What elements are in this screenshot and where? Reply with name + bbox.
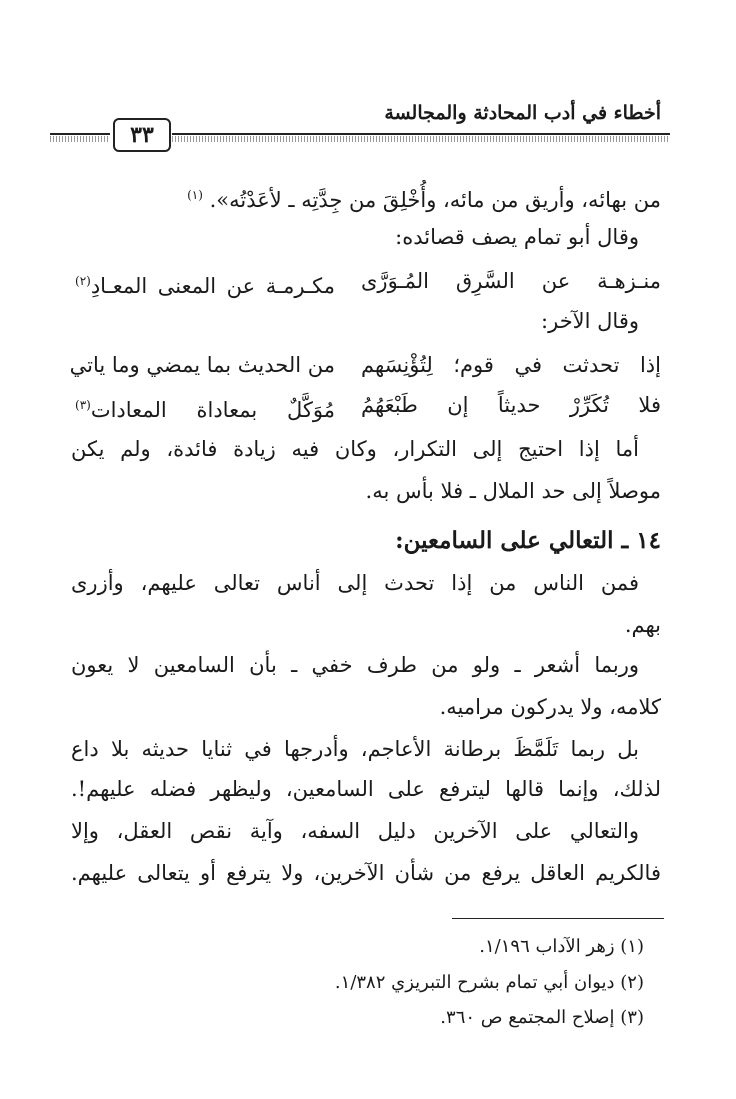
paragraph-line: أما إذا احتيج إلى التكرار، وكان فيه زيادة فائدة، ولم يكن: [71, 437, 639, 461]
verse-hemistich-right: إذا تحدثت في قوم؛ لِتُؤْنِسَهم: [361, 353, 661, 377]
paragraph-line: لذلك، وإنما قالها ليترفع على السامعين، وليظهر فضله عليهم!.: [71, 777, 661, 801]
page-number: ٣٣: [113, 118, 171, 152]
footnote-ref: (٢): [75, 274, 91, 288]
verse-hemistich-left: [75, 390, 335, 425]
verse-hemistich-right: فلا تُكَرِّرْ حديثاً إن طَبْعَهُمُ: [361, 393, 661, 417]
footnote-2: (٢) ديوان أبي تمام بشرح التبريزي ١/٣٨٢.: [334, 972, 644, 993]
header-hatch-right: [172, 136, 670, 142]
footnote-ref: (١): [187, 188, 203, 202]
paragraph-line: والتعالي على الآخرين دليل السفه، وآية نقص العقل، وإلا: [71, 819, 639, 843]
header-hatch-left: [50, 136, 110, 142]
paragraph-line: كلامه، ولا يدركون مراميه.: [439, 695, 661, 719]
verse-hemistich-left: [75, 266, 335, 301]
header-rule-right: [172, 133, 670, 135]
footnote-3: (٣) إصلاح المجتمع ص ٣٦٠.: [440, 1007, 644, 1028]
text-span: من بهائه، وأريق من مائه، وأُخْلِقَ من جِدَّتِه ـ لأعَدْتُه».: [202, 188, 661, 212]
footnote-1: (١) زهر الآداب ١/١٩٦.: [479, 936, 644, 957]
footnote-rule: [452, 918, 664, 919]
verse-hemistich-right: منـزهـة عن السَّرِق المُـوَرَّى: [361, 269, 661, 293]
running-header-title: أخطاء في أدب المحادثة والمجالسة: [384, 102, 661, 124]
text-span: مكـرمـة عن المعنى المعـادِ: [90, 274, 335, 298]
paragraph-line: بل ربما تَلَمَّظَ برطانة الأعاجم، وأدرجها في ثنايا حديثه بلا داع: [71, 737, 639, 761]
text-span: مُوَكَّلٌ بمعاداة المعادات: [90, 398, 335, 422]
verse-hemistich-left: من الحديث بما يمضي وما ياتي: [69, 353, 335, 377]
paragraph-line: بهم.: [624, 613, 661, 637]
paragraph-line: فمن الناس من إذا تحدث إلى أناس تعالى عليهم، وأزرى: [71, 571, 639, 595]
text-line: وقال الآخر:: [541, 309, 639, 333]
text-line: [71, 180, 661, 215]
section-heading: ١٤ ـ التعالي على السامعين:: [395, 527, 661, 554]
paragraph-line: فالكريم العاقل يرفع من شأن الآخرين، ولا يترفع أو يتعالى عليهم.: [71, 861, 661, 885]
paragraph-line: وربما أشعر ـ ولو من طرف خفي ـ بأن السامعين لا يعون: [71, 653, 639, 677]
text-line: وقال أبو تمام يصف قصائده:: [395, 225, 639, 249]
header-rule-left: [50, 133, 110, 135]
paragraph-line: موصلاً إلى حد الملال ـ فلا بأس به.: [365, 479, 661, 503]
footnote-ref: (٣): [75, 398, 91, 412]
